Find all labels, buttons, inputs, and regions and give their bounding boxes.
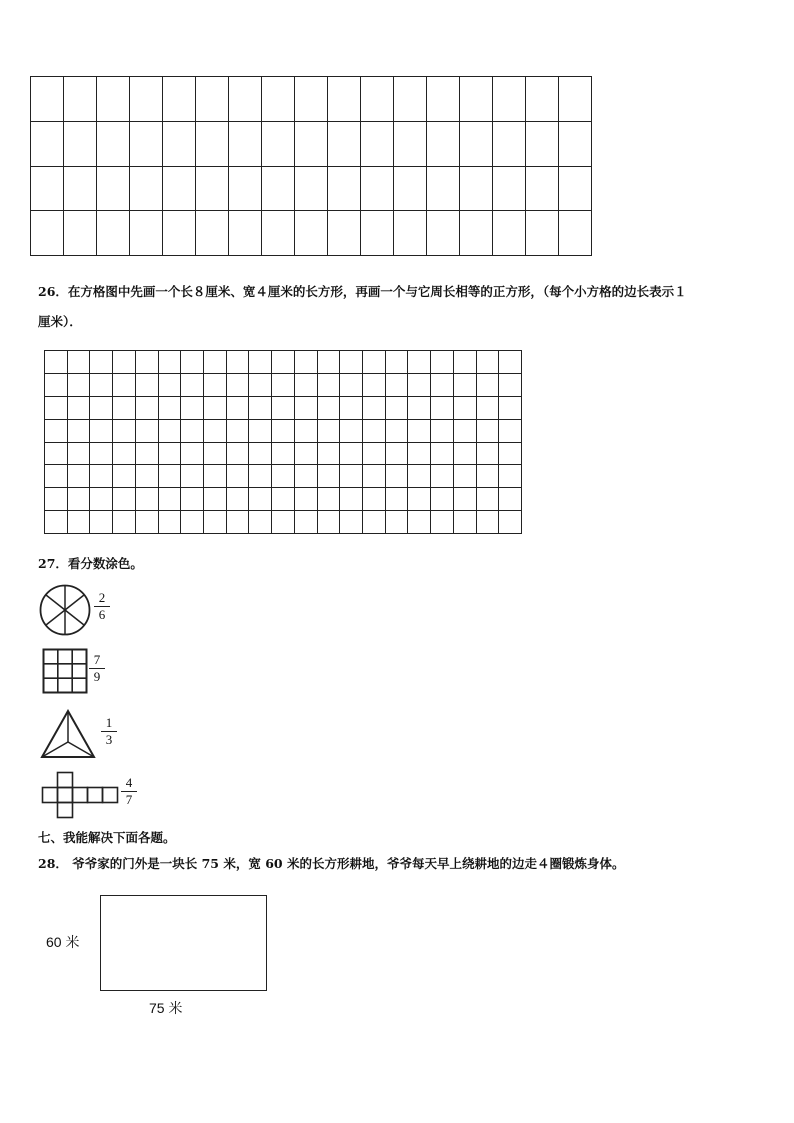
grid-cell <box>460 167 493 212</box>
grid-cell <box>431 351 454 374</box>
fraction-4-7 <box>121 776 137 807</box>
grid-cell <box>408 351 431 374</box>
grid-cell <box>181 397 204 420</box>
grid-cell <box>64 122 97 167</box>
grid-cell <box>196 167 229 212</box>
square-3x3-grid-icon[interactable] <box>42 648 88 694</box>
grid-cell <box>477 397 500 420</box>
grid-cell <box>181 443 204 466</box>
grid-cell <box>113 397 136 420</box>
grid-cell <box>295 211 328 256</box>
grid-cell <box>113 420 136 443</box>
grid-cell <box>68 465 91 488</box>
grid-cell <box>90 511 113 534</box>
grid-cell <box>386 511 409 534</box>
fraction-2-6 <box>94 591 110 622</box>
grid-cell <box>136 420 159 443</box>
grid-cell <box>45 465 68 488</box>
grid-cell <box>159 420 182 443</box>
grid-cell <box>68 397 91 420</box>
grid-cell <box>249 397 272 420</box>
grid-cell <box>340 465 363 488</box>
grid-cell <box>229 122 262 167</box>
grid-cell <box>460 211 493 256</box>
grid-cell <box>204 374 227 397</box>
grid-cell <box>45 374 68 397</box>
grid-cell <box>318 397 341 420</box>
grid-cell <box>477 351 500 374</box>
grid-cell <box>295 511 318 534</box>
grid-cell <box>493 77 526 122</box>
grid-cell <box>159 465 182 488</box>
grid-cell <box>318 488 341 511</box>
farmland-length-label: 75 米 <box>149 1000 183 1016</box>
grid-cell <box>159 374 182 397</box>
grid-cell <box>68 351 91 374</box>
grid-cell <box>204 397 227 420</box>
grid-cell <box>181 374 204 397</box>
grid-cell <box>454 420 477 443</box>
grid-cell <box>227 465 250 488</box>
grid-cell <box>204 465 227 488</box>
grid-cell <box>454 351 477 374</box>
grid-cell <box>559 211 592 256</box>
grid-cell <box>427 122 460 167</box>
grid-cell <box>318 511 341 534</box>
grid-cell <box>45 443 68 466</box>
grid-cell <box>227 351 250 374</box>
grid-cell <box>318 351 341 374</box>
grid-cell <box>477 420 500 443</box>
grid-cell <box>97 167 130 212</box>
grid-cell <box>136 511 159 534</box>
grid-cell <box>90 420 113 443</box>
triangle-3-parts-icon[interactable] <box>40 709 96 759</box>
grid-cell <box>427 77 460 122</box>
farmland-rectangle <box>100 895 267 991</box>
grid-cell <box>229 167 262 212</box>
grid-cell <box>113 374 136 397</box>
grid-cell <box>159 397 182 420</box>
grid-cell <box>97 211 130 256</box>
grid-cell <box>113 443 136 466</box>
grid-cell <box>526 122 559 167</box>
grid-cell <box>340 511 363 534</box>
grid-cell <box>493 167 526 212</box>
grid-cell <box>181 420 204 443</box>
grid-cell <box>394 77 427 122</box>
q26-line2: 厘米）． <box>38 314 82 329</box>
grid-cell <box>113 465 136 488</box>
grid-cell <box>227 397 250 420</box>
grid-cell <box>361 77 394 122</box>
grid-cell <box>363 397 386 420</box>
grid-cell <box>227 374 250 397</box>
grid-cell <box>227 511 250 534</box>
grid-cell <box>136 374 159 397</box>
grid-cell <box>227 443 250 466</box>
grid-cell <box>499 465 522 488</box>
grid-cell <box>45 351 68 374</box>
grid-cell <box>499 351 522 374</box>
grid-cell <box>181 488 204 511</box>
grid-cell <box>328 167 361 212</box>
grid-cell <box>295 465 318 488</box>
grid-cell <box>493 122 526 167</box>
grid-cell <box>45 420 68 443</box>
grid-cell <box>249 511 272 534</box>
grid-cell <box>386 397 409 420</box>
grid-cell <box>272 511 295 534</box>
grid-cell <box>97 122 130 167</box>
grid-cell <box>204 351 227 374</box>
grid-cell <box>295 122 328 167</box>
grid-cell <box>408 374 431 397</box>
grid-cell <box>90 443 113 466</box>
grid-cell <box>340 397 363 420</box>
grid-cell <box>45 488 68 511</box>
grid-cell <box>295 488 318 511</box>
fraction-denominator: 7 <box>125 792 133 807</box>
grid-cell <box>68 443 91 466</box>
grid-cell <box>295 374 318 397</box>
grid-cell <box>136 488 159 511</box>
grid-cell <box>386 465 409 488</box>
grid-cell <box>90 397 113 420</box>
grid-cell <box>272 488 295 511</box>
grid-cell <box>249 374 272 397</box>
grid-cell <box>318 443 341 466</box>
q27-title: 27．看分数涂色。 <box>38 556 143 571</box>
grid-cell <box>204 511 227 534</box>
grid-cell <box>113 488 136 511</box>
grid-cell <box>204 420 227 443</box>
farmland-width-label: 60 米 <box>46 934 80 950</box>
grid-cell <box>272 420 295 443</box>
grid-cell <box>249 443 272 466</box>
grid-cell <box>181 511 204 534</box>
grid-cell <box>64 167 97 212</box>
grid-cell <box>45 397 68 420</box>
grid-cell <box>249 420 272 443</box>
grid-cell <box>318 465 341 488</box>
grid-cell <box>159 351 182 374</box>
grid-cell <box>477 488 500 511</box>
grid-cell <box>427 211 460 256</box>
grid-cell <box>431 443 454 466</box>
grid-cell <box>68 511 91 534</box>
grid-cell <box>477 465 500 488</box>
grid-cell <box>196 122 229 167</box>
grid-cell <box>196 211 229 256</box>
grid-cell <box>408 465 431 488</box>
grid-cell <box>499 511 522 534</box>
grid-cell <box>328 211 361 256</box>
grid-cell <box>204 443 227 466</box>
q26-line1: 26．在方格图中先画一个长８厘米、宽４厘米的长方形，再画一个与它周长相等的正方形，（每个小方格的边长表示１ <box>38 284 687 299</box>
grid-cell <box>295 77 328 122</box>
grid-cell <box>136 397 159 420</box>
grid-cell <box>45 511 68 534</box>
grid-cell <box>431 511 454 534</box>
fraction-denominator: 9 <box>93 669 101 684</box>
grid-cell <box>328 122 361 167</box>
grid-cell <box>229 211 262 256</box>
grid-cell <box>31 167 64 212</box>
grid-cell <box>249 465 272 488</box>
grid-cell <box>272 351 295 374</box>
grid-cell <box>31 122 64 167</box>
grid-cell <box>408 443 431 466</box>
grid-cell <box>526 167 559 212</box>
grid-cell <box>363 511 386 534</box>
grid-cell <box>249 488 272 511</box>
grid-cell <box>454 397 477 420</box>
grid-cell <box>130 167 163 212</box>
fraction-numerator: 4 <box>125 775 133 790</box>
grid-cell <box>31 77 64 122</box>
grid-cell <box>431 374 454 397</box>
fraction-numerator: 7 <box>93 652 101 667</box>
grid-cell <box>227 420 250 443</box>
grid-cell <box>130 122 163 167</box>
grid-cell <box>340 374 363 397</box>
grid-cell <box>340 488 363 511</box>
grid-cell <box>318 420 341 443</box>
grid-cell <box>113 511 136 534</box>
grid-cell <box>181 351 204 374</box>
grid-cell <box>559 167 592 212</box>
grid-cell <box>90 465 113 488</box>
grid-cell <box>454 488 477 511</box>
grid-cell <box>499 374 522 397</box>
grid-cell <box>136 351 159 374</box>
grid-cell <box>130 77 163 122</box>
grid-cell <box>68 420 91 443</box>
grid-cell <box>408 397 431 420</box>
grid-cell <box>361 167 394 212</box>
grid-cell <box>295 397 318 420</box>
grid-cell <box>408 420 431 443</box>
grid-cell <box>159 511 182 534</box>
grid-cell <box>31 211 64 256</box>
top-answer-grid <box>30 76 592 256</box>
grid-cell <box>454 465 477 488</box>
section7-title: 七、我能解决下面各题。 <box>38 830 176 845</box>
fraction-denominator: 6 <box>98 607 106 622</box>
grid-cell <box>386 420 409 443</box>
grid-cell <box>477 511 500 534</box>
grid-cell <box>526 211 559 256</box>
grid-cell <box>526 77 559 122</box>
grid-cell <box>272 443 295 466</box>
fraction-numerator: 1 <box>105 715 113 730</box>
grid-cell <box>113 351 136 374</box>
grid-cell <box>136 443 159 466</box>
grid-cell <box>90 488 113 511</box>
grid-cell <box>386 488 409 511</box>
grid-cell <box>136 465 159 488</box>
grid-cell <box>181 465 204 488</box>
grid-cell <box>363 420 386 443</box>
grid-cell <box>90 374 113 397</box>
grid-cell <box>431 397 454 420</box>
grid-cell <box>97 77 130 122</box>
grid-cell <box>559 122 592 167</box>
grid-cell <box>262 122 295 167</box>
grid-cell <box>559 77 592 122</box>
grid-cell <box>249 351 272 374</box>
grid-cell <box>363 465 386 488</box>
grid-cell <box>229 77 262 122</box>
grid-cell <box>386 374 409 397</box>
grid-cell <box>204 488 227 511</box>
circle-6-parts-icon[interactable] <box>38 583 92 637</box>
grid-cell <box>394 167 427 212</box>
grid-cell <box>159 443 182 466</box>
grid-cell <box>227 488 250 511</box>
grid-cell <box>386 351 409 374</box>
grid-cell <box>262 211 295 256</box>
grid-cell <box>272 374 295 397</box>
grid-cell <box>295 420 318 443</box>
grid-cell <box>394 211 427 256</box>
grid-cell <box>363 443 386 466</box>
grid-cell <box>68 488 91 511</box>
grid-cell <box>262 77 295 122</box>
fraction-numerator: 2 <box>98 590 106 605</box>
grid-cell <box>340 420 363 443</box>
cross-net-7-squares-icon[interactable] <box>41 771 121 819</box>
grid-cell <box>64 77 97 122</box>
grid-cell <box>499 420 522 443</box>
grid-cell <box>196 77 229 122</box>
grid-cell <box>328 77 361 122</box>
grid-cell <box>361 211 394 256</box>
grid-cell <box>431 488 454 511</box>
grid-cell <box>427 167 460 212</box>
grid-cell <box>361 122 394 167</box>
fraction-7-9 <box>89 653 105 684</box>
grid-cell <box>408 488 431 511</box>
grid-cell <box>363 488 386 511</box>
grid-cell <box>363 351 386 374</box>
grid-cell <box>454 511 477 534</box>
grid-cell <box>163 77 196 122</box>
grid-cell <box>159 488 182 511</box>
grid-cell <box>454 374 477 397</box>
grid-cell <box>295 443 318 466</box>
grid-cell <box>499 397 522 420</box>
grid-cell <box>499 488 522 511</box>
q26-square-grid[interactable] <box>44 350 522 534</box>
q28-text: 28． 爷爷家的门外是一块长 75 米，宽 60 米的长方形耕地，爷爷每天早上绕耕地的边走４圈锻炼身体。 <box>38 856 625 871</box>
grid-cell <box>90 351 113 374</box>
grid-cell <box>363 374 386 397</box>
grid-cell <box>499 443 522 466</box>
grid-cell <box>340 351 363 374</box>
grid-cell <box>460 122 493 167</box>
grid-cell <box>454 443 477 466</box>
grid-cell <box>394 122 427 167</box>
grid-cell <box>262 167 295 212</box>
grid-cell <box>68 374 91 397</box>
grid-cell <box>130 211 163 256</box>
grid-cell <box>295 351 318 374</box>
grid-cell <box>163 122 196 167</box>
grid-cell <box>272 465 295 488</box>
grid-cell <box>295 167 328 212</box>
fraction-denominator: 3 <box>105 732 113 747</box>
grid-cell <box>477 443 500 466</box>
grid-cell <box>493 211 526 256</box>
grid-cell <box>431 465 454 488</box>
grid-cell <box>431 420 454 443</box>
grid-cell <box>340 443 363 466</box>
grid-cell <box>272 397 295 420</box>
grid-cell <box>460 77 493 122</box>
grid-cell <box>318 374 341 397</box>
grid-cell <box>386 443 409 466</box>
fraction-1-3 <box>101 716 117 747</box>
grid-cell <box>477 374 500 397</box>
grid-cell <box>163 167 196 212</box>
grid-cell <box>163 211 196 256</box>
grid-cell <box>64 211 97 256</box>
grid-cell <box>408 511 431 534</box>
